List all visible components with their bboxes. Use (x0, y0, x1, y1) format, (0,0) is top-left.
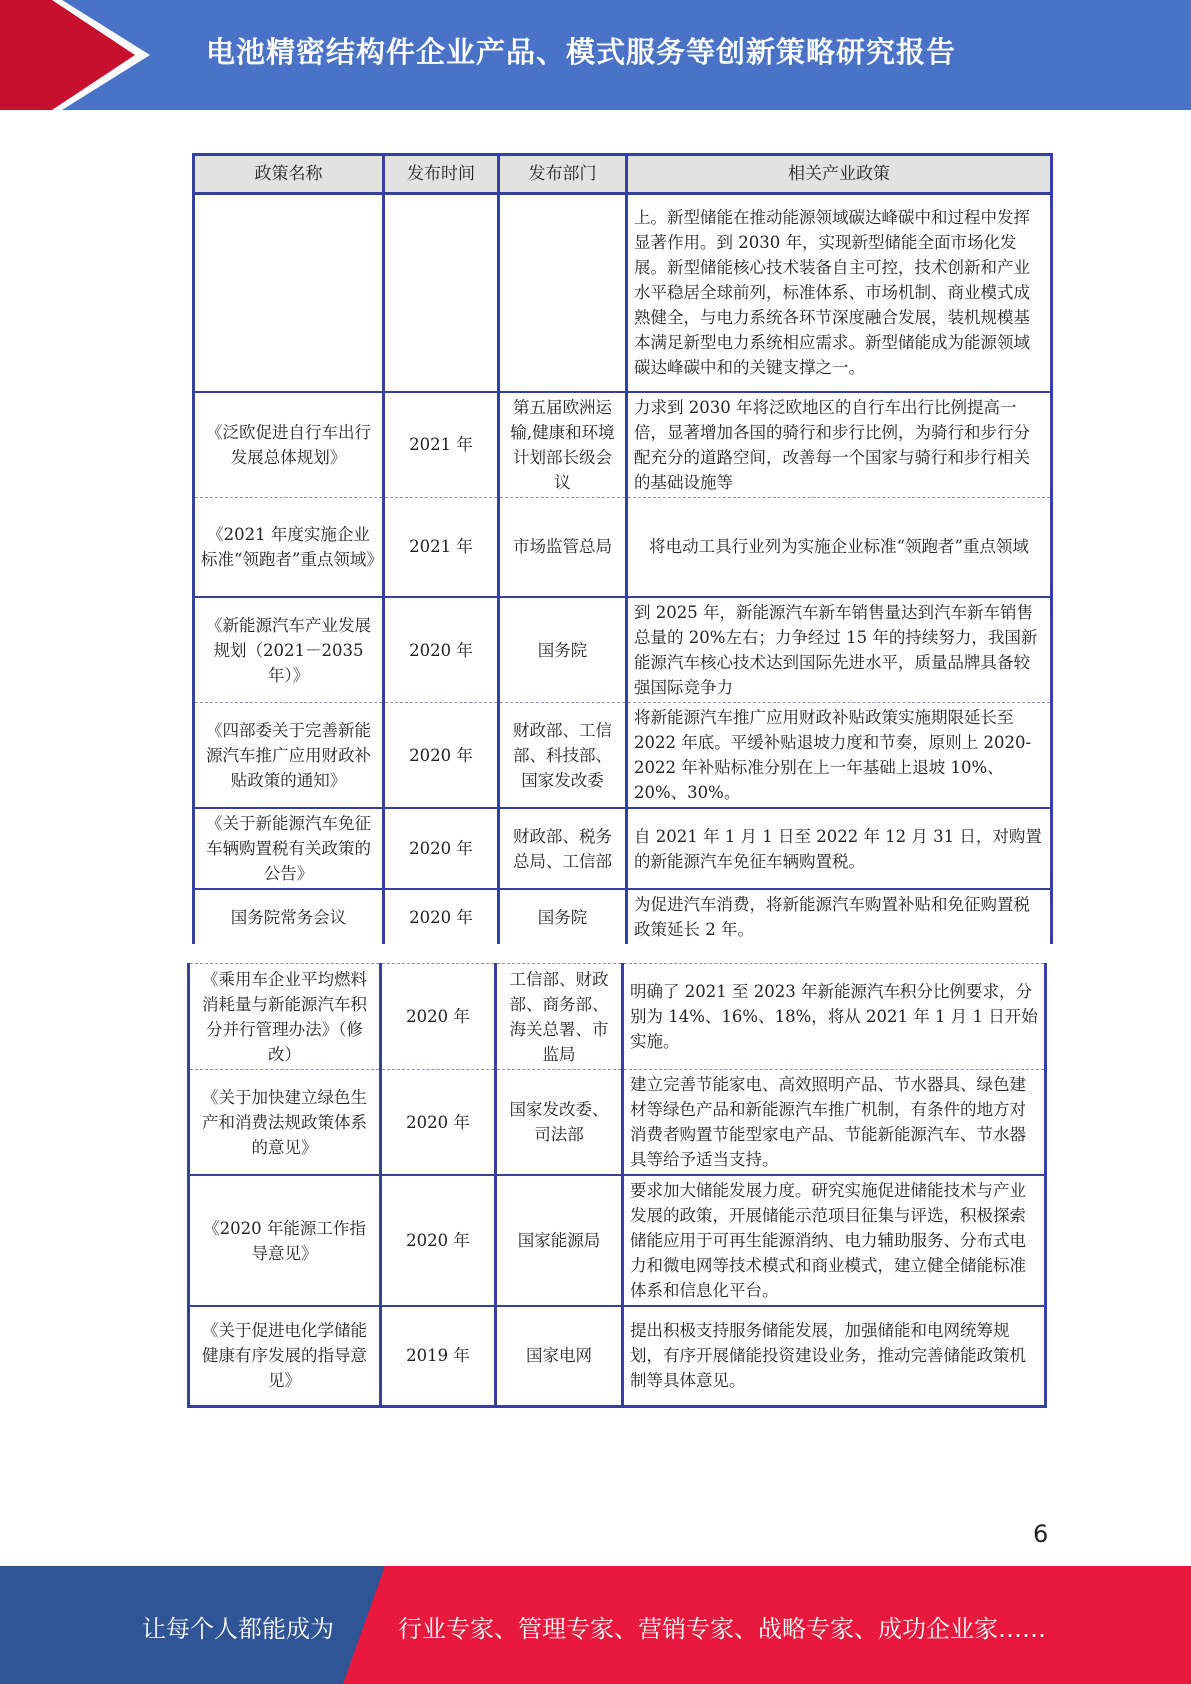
cell-name (194, 194, 384, 392)
document-title: 电池精密结构件企业产品、模式服务等创新策略研究报告 (206, 35, 957, 69)
cell-date: 2020 年 (384, 889, 499, 944)
table-row (189, 1306, 1046, 1406)
cell-date: 2020 年 (381, 1070, 496, 1176)
cell-name: 《2021 年度实施企业标准“领跑者”重点领域》 (194, 497, 384, 597)
cell-name: 《2020 年能源工作指导意见》 (189, 1175, 381, 1306)
cell-name: 《关于加快建立绿色生产和消费法规政策体系的意见》 (189, 1070, 381, 1176)
header-chevron-icon (0, 0, 160, 110)
cell-date: 2021 年 (384, 392, 499, 498)
cell-dept: 第五届欧洲运输,健康和环境计划部长级会议 (499, 392, 627, 498)
cell-dept: 国家能源局 (496, 1175, 623, 1306)
column-header-policy: 相关产业政策 (627, 155, 1052, 194)
column-header-name: 政策名称 (194, 155, 384, 194)
cell-policy: 上。新型储能在推动能源领域碳达峰碳中和过程中发挥显著作用。到 2030 年，实现新型储能全面市场化发展。新型储能核心技术装备自主可控，技术创新和产业水平稳居全球前列，标准体系、市场机制、商业模式成熟健全，与电力系统各环节深度融合发展，装机规模基本满足新型电力系统相应需求。新型储能成为能源领域碳达峰碳中和的关键支撑之一。 (627, 194, 1052, 392)
cell-name: 国务院常务会议 (194, 889, 384, 944)
cell-dept: 工信部、财政部、商务部、海关总署、市监局 (496, 964, 623, 1070)
table-row (194, 194, 1052, 392)
table-row (194, 497, 1052, 597)
cell-policy: 为促进汽车消费，将新能源汽车购置补贴和免征购置税政策延长 2 年。 (627, 889, 1052, 944)
column-header-date: 发布时间 (384, 155, 499, 194)
cell-dept (499, 194, 627, 392)
cell-dept: 国家发改委、司法部 (496, 1070, 623, 1176)
cell-name: 《关于促进电化学储能健康有序发展的指导意见》 (189, 1306, 381, 1406)
cell-dept: 国务院 (499, 597, 627, 703)
policy-table-part-2 (187, 963, 1047, 1408)
cell-policy: 建立完善节能家电、高效照明产品、节水器具、绿色建材等绿色产品和新能源汽车推广机制，有条件的地方对消费者购置节能型家电产品、节能新能源汽车、节水器具等给予适当支持。 (623, 1070, 1046, 1176)
cell-dept: 国家电网 (496, 1306, 623, 1406)
table-header-row (194, 155, 1052, 194)
footer-bar (0, 1566, 1191, 1684)
cell-name: 《乘用车企业平均燃料消耗量与新能源汽车积分并行管理办法》（修改） (189, 964, 381, 1070)
table-row (194, 392, 1052, 498)
cell-date: 2020 年 (384, 808, 499, 889)
table-row (194, 889, 1052, 944)
policy-table-part-1 (192, 153, 1053, 944)
table-row (189, 1175, 1046, 1306)
page-number: 6 (1033, 1520, 1049, 1548)
cell-date: 2020 年 (384, 703, 499, 809)
cell-dept: 财政部、税务总局、工信部 (499, 808, 627, 889)
cell-policy: 将新能源汽车推广应用财政补贴政策实施期限延长至 2022 年底。平缓补贴退坡力度和节奏，原则上 2020-2022 年补贴标准分别在上一年基础上退坡 10%、20%、30%。 (627, 703, 1052, 809)
cell-date: 2020 年 (384, 597, 499, 703)
footer-slogan-right: 行业专家、管理专家、营销专家、战略专家、成功企业家…… (398, 1615, 1046, 1643)
footer-slogan-left: 让每个人都能成为 (142, 1615, 334, 1643)
table-row (194, 808, 1052, 889)
cell-date: 2019 年 (381, 1306, 496, 1406)
table-row (194, 597, 1052, 703)
cell-name: 《四部委关于完善新能源汽车推广应用财政补贴政策的通知》 (194, 703, 384, 809)
cell-policy: 自 2021 年 1 月 1 日至 2022 年 12 月 31 日，对购置的新能源汽车免征车辆购置税。 (627, 808, 1052, 889)
column-header-dept: 发布部门 (499, 155, 627, 194)
table-row (189, 1070, 1046, 1176)
cell-name: 《泛欧促进自行车出行发展总体规划》 (194, 392, 384, 498)
cell-date: 2021 年 (384, 497, 499, 597)
cell-dept: 财政部、工信部、科技部、国家发改委 (499, 703, 627, 809)
cell-dept: 国务院 (499, 889, 627, 944)
cell-policy: 将电动工具行业列为实施企业标准“领跑者”重点领域 (627, 497, 1052, 597)
cell-policy: 明确了 2021 至 2023 年新能源汽车积分比例要求，分别为 14%、16%、18%，将从 2021 年 1 月 1 日开始实施。 (623, 964, 1046, 1070)
cell-date: 2020 年 (381, 1175, 496, 1306)
cell-policy: 提出积极支持服务储能发展，加强储能和电网统筹规划，有序开展储能投资建设业务，推动完善储能政策机制等具体意见。 (623, 1306, 1046, 1406)
cell-date (384, 194, 499, 392)
cell-dept: 市场监管总局 (499, 497, 627, 597)
cell-policy: 要求加大储能发展力度。研究实施促进储能技术与产业发展的政策，开展储能示范项目征集与评选，积极探索储能应用于可再生能源消纳、电力辅助服务、分布式电力和微电网等技术模式和商业模式，建立健全储能标准体系和信息化平台。 (623, 1175, 1046, 1306)
cell-policy: 力求到 2030 年将泛欧地区的自行车出行比例提高一倍，显著增加各国的骑行和步行比例，为骑行和步行分配充分的道路空间，改善每一个国家与骑行和步行相关的基础设施等 (627, 392, 1052, 498)
cell-name: 《新能源汽车产业发展规划（2021－2035 年）》 (194, 597, 384, 703)
cell-policy: 到 2025 年，新能源汽车新车销售量达到汽车新车销售总量的 20%左右；力争经过 15 年的持续努力，我国新能源汽车核心技术达到国际先进水平，质量品牌具备较强国际竞争力 (627, 597, 1052, 703)
header-bar (0, 0, 1191, 110)
cell-name: 《关于新能源汽车免征车辆购置税有关政策的公告》 (194, 808, 384, 889)
table-row (194, 703, 1052, 809)
cell-date: 2020 年 (381, 964, 496, 1070)
table-row (189, 964, 1046, 1070)
